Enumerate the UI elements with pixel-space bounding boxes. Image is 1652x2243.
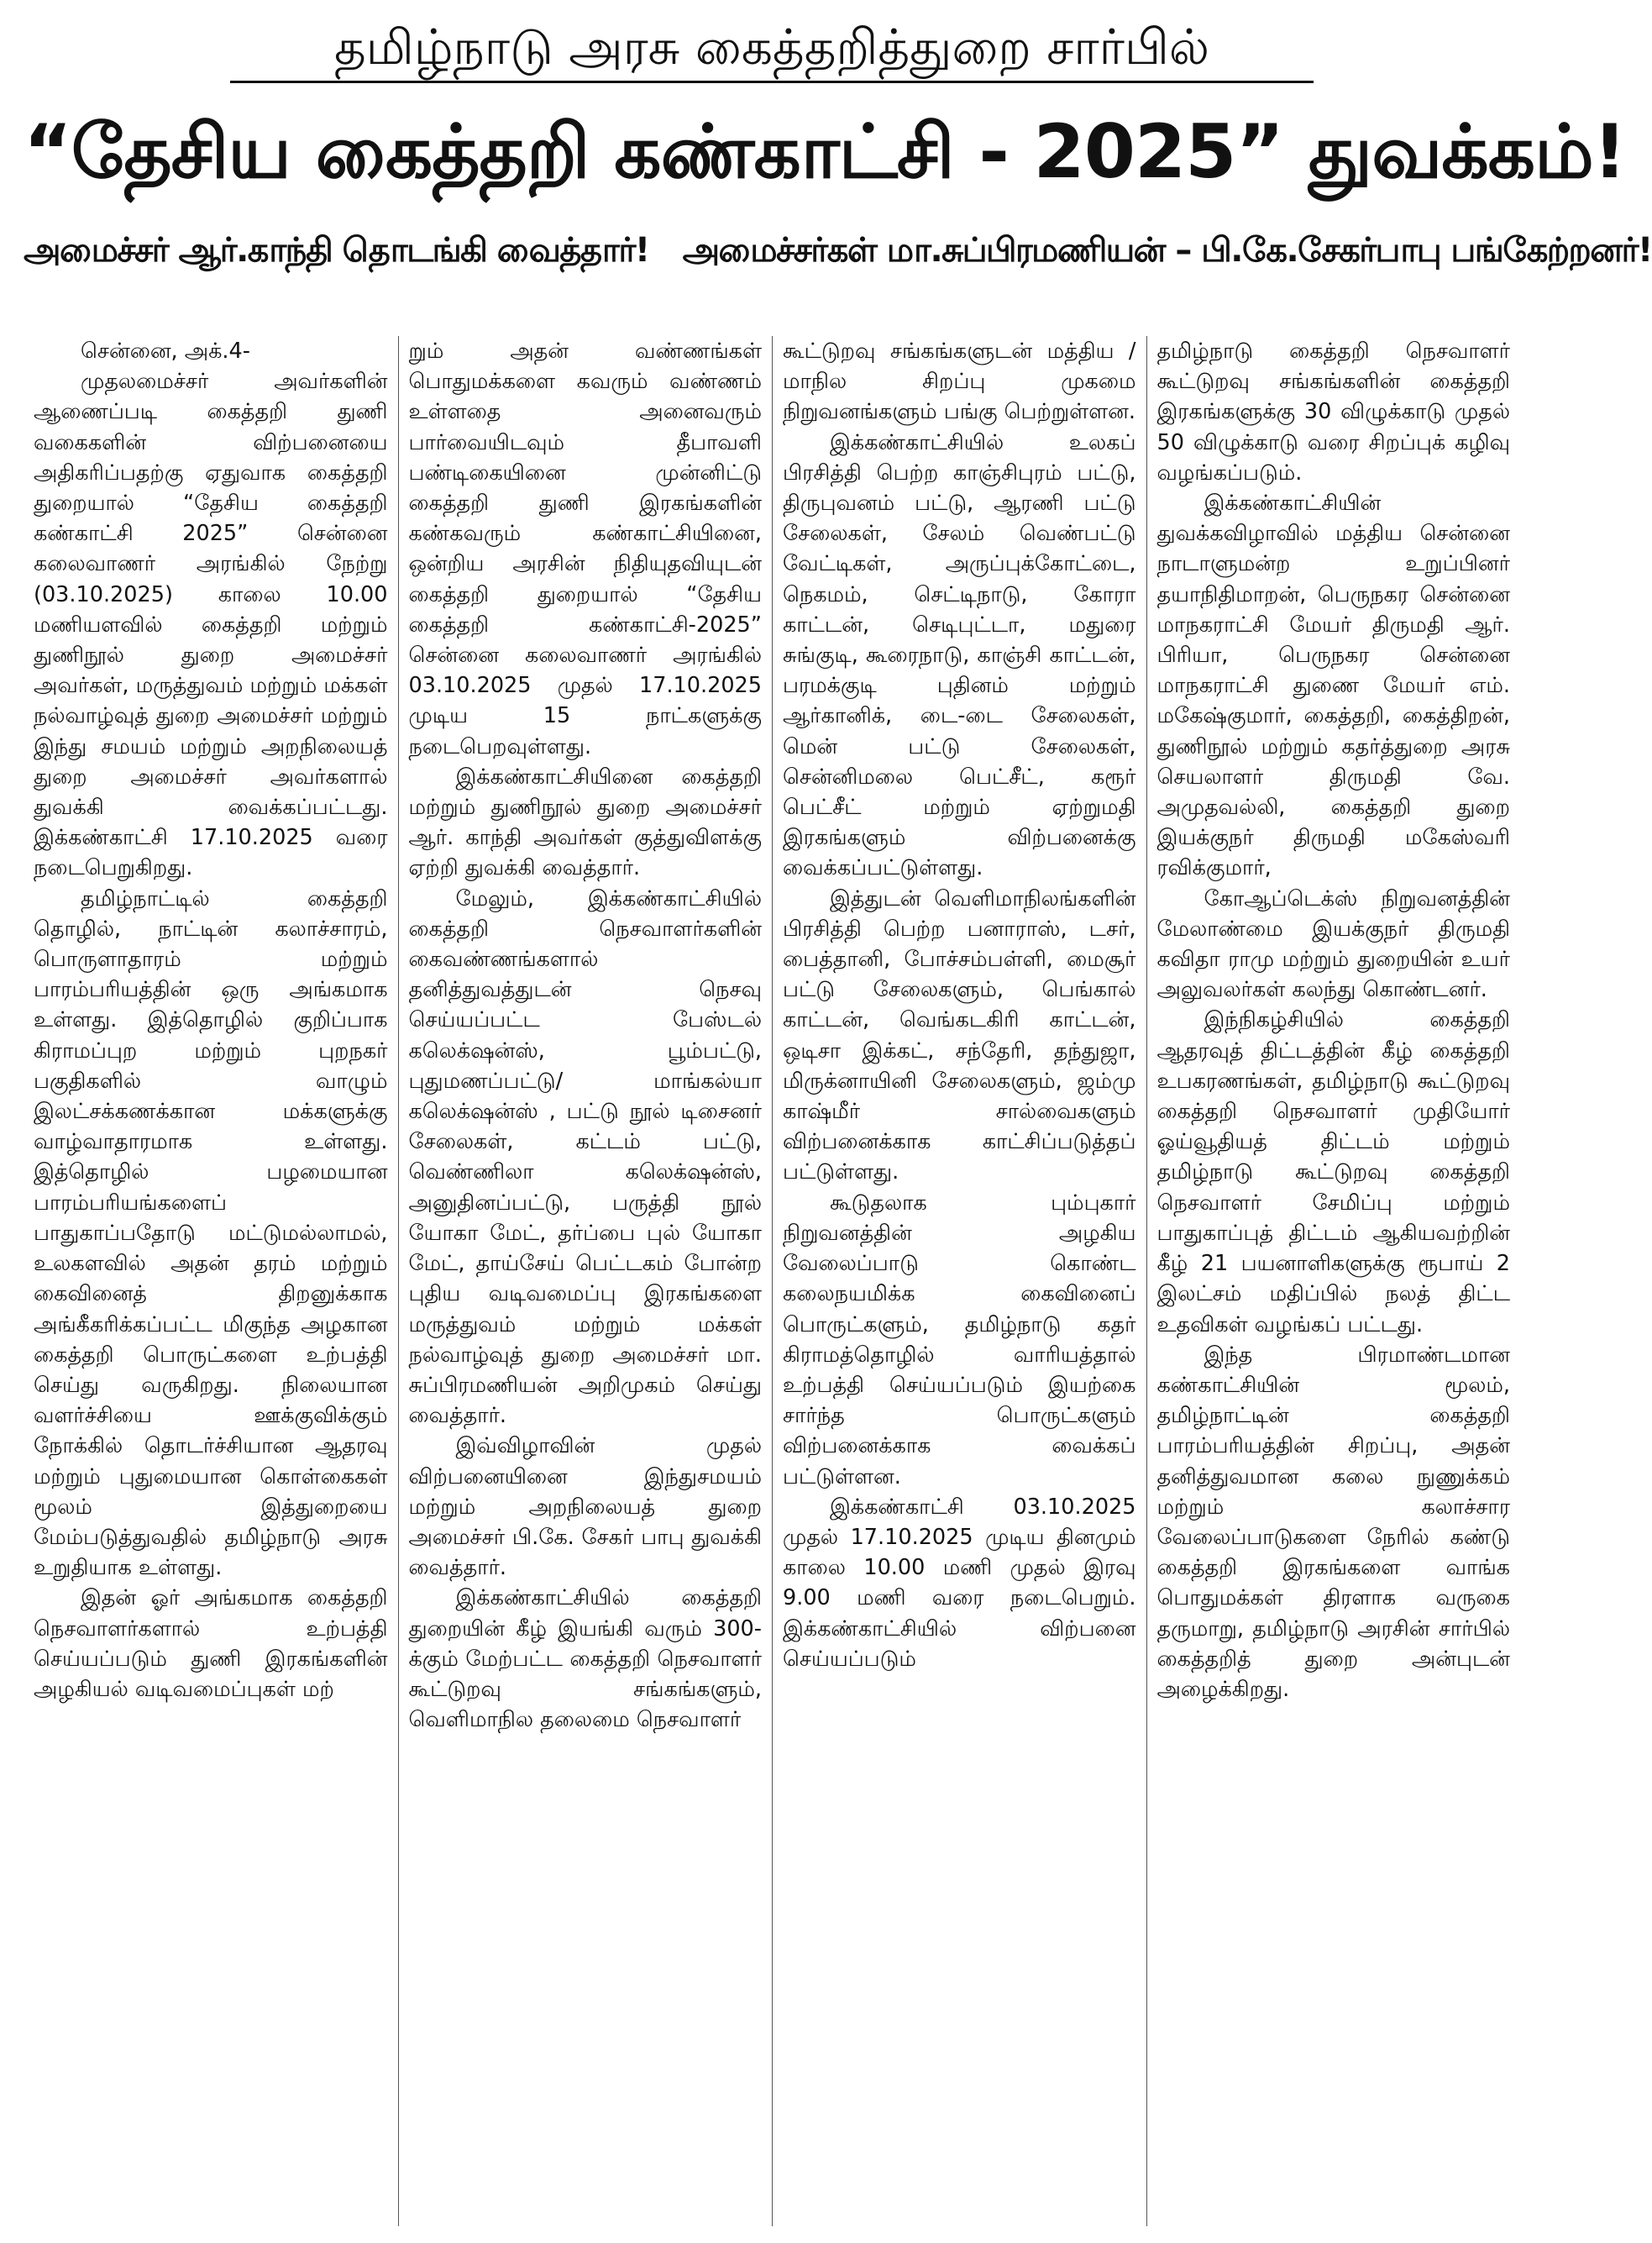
paragraph: இந்நிகழ்சியில் கைத்தறி ஆதரவுத் திட்டத்தின் கீழ் கைத்தறி உபகரணங்கள், தமிழ்நாடு கூட்டுறவு கைத்தறி நெசவாளர் முதியோர் ஓய்வூதியத் திட்டம் மற்றும் தமிழ்நாடு கூட்டுறவு கைத்தறி நெசவாளர் சேமிப்பு மற்றும் பாதுகாப்புத் திட்டம் ஆகியவற்றின் கீழ் 21 பயனாளிகளுக்கு ரூபாய் 2 இலட்சம் மதிப்பில் நலத் திட்ட உதவிகள் வழங்கப் பட்டது. — [1156, 1007, 1510, 1337]
paragraph: இக்கண்காட்சியின் துவக்கவிழாவில் மத்திய சென்னை நாடாளுமன்ற உறுப்பினர் தயாநிதிமாறன், பெருநகர சென்னை மாநகராட்சி மேயர் திருமதி ஆர். பிரியா, பெருநகர சென்னை மாநகராட்சி துணை மேயர் எம். மகேஷ்குமார், கைத்தறி, கைத்திறன், துணிநூல் மற்றும் கதர்த்துறை அரசு செயலாளர் திருமதி வே. அமுதவல்லி, கைத்தறி துறை இயக்குநர் திருமதி மகேஸ்வரி ரவிக்குமார், — [1156, 491, 1510, 881]
paragraph: கோஆப்டெக்ஸ் நிறுவனத்தின் மேலாண்மை இயக்குநர் திருமதி கவிதா ராமு மற்றும் துறையின் உயர் அலுவலர்கள் கலந்து கொண்டனர். — [1156, 885, 1510, 1003]
paragraph: இக்கண்காட்சி 03.10.2025 முதல் 17.10.2025 முடிய தினமும் காலை 10.00 மணி முதல் இரவு 9.00 மணி வரை நடைபெறும். இக்கண்காட்சியில் விற்பனை செய்யப்படும் — [783, 1494, 1136, 1672]
text-column-1 — [24, 336, 398, 2226]
paragraph: தமிழ்நாடு கைத்தறி நெசவாளர் கூட்டுறவு சங்கங்களின் கைத்தறி இரகங்களுக்கு 30 விழுக்காடு முதல் 50 விழுக்காடு வரை சிறப்புக் கழிவு வழங்கப்படும். — [1156, 339, 1510, 486]
text-column-4 — [1146, 336, 1521, 2226]
text-column-2 — [398, 336, 773, 2226]
article-body — [24, 336, 1520, 2226]
kicker-underline — [230, 81, 1314, 83]
paragraph: இக்கண்காட்சியில் உலகப் பிரசித்தி பெற்ற காஞ்சிபுரம் பட்டு, திருபுவனம் பட்டு, ஆரணி பட்டு சேலைகள், சேலம் வெண்பட்டு வேட்டிகள், அருப்புக்கோட்டை, நெகமம், செட்டிநாடு, கோரா காட்டன், செடிபுட்டா, மதுரை சுங்குடி, கூரைநாடு, காஞ்சி காட்டன், பரமக்குடி புதினம் மற்றும் ஆர்கானிக், டை-டை சேலைகள், மென் பட்டு சேலைகள், சென்னிமலை பெட்சீட், கரூர் பெட்சீட் மற்றும் ஏற்றுமதி இரகங்களும் விற்பனைக்கு வைக்கப்பட்டுள்ளது. — [783, 429, 1136, 881]
paragraph: மேலும், இக்கண்காட்சியில் கைத்தறி நெசவாளர்களின் கைவண்ணங்களால் தனித்துவத்துடன் நெசவு செய்யப்பட்ட பேஸ்டல் கலெக்‌ஷன்ஸ், பூம்பட்டு, புதுமணப்பட்டு/ மாங்கல்யா கலெக்‌ஷன்ஸ் , பட்டு நூல் டிசைனர் சேலைகள், கட்டம் பட்டு, வெண்ணிலா கலெக்‌ஷன்ஸ், அனுதினப்பட்டு, பருத்தி நூல் யோகா மேட், தர்ப்பை புல் யோகா மேட், தாய்சேய் பெட்டகம் போன்ற புதிய வடிவமைப்பு இரகங்களை மருத்துவம் மற்றும் மக்கள் நல்வாழ்வுத் துறை அமைச்சர் மா. சுப்பிரமணியன் அறிமுகம் செய்து வைத்தார். — [408, 885, 762, 1429]
article-kicker: தமிழ்நாடு அரசு கைத்தறித்துறை சார்பில் — [333, 18, 1210, 76]
article-headline: “தேசிய கைத்தறி கண்காட்சி - 2025” துவக்கம்! — [24, 108, 1626, 195]
paragraph: றும் அதன் வண்ணங்கள் பொதுமக்களை கவரும் வண்ணம் உள்ளதை அனைவரும் பார்வையிடவும் தீபாவளி பண்டிகையினை முன்னிட்டு கைத்தறி துணி இரகங்களின் கண்கவரும் கண்காட்சியினை, ஒன்றிய அரசின் நிதியுதவியுடன் கைத்தறி துறையால் “தேசிய கைத்தறி கண்காட்சி-2025” சென்னை கலைவாணர் அரங்கில் 03.10.2025 முதல் 17.10.2025 முடிய 15 நாட்களுக்கு நடைபெறவுள்ளது. — [408, 339, 762, 759]
subhead-left: அமைச்சர் ஆர்.காந்தி தொடங்கி வைத்தார்! — [24, 231, 649, 270]
paragraph: இக்கண்காட்சியினை கைத்தறி மற்றும் துணிநூல் துறை அமைச்சர் ஆர். காந்தி அவர்கள் குத்துவிளக்கு ஏற்றி துவக்கி வைத்தார். — [408, 764, 762, 881]
paragraph: முதலமைச்சர் அவர்களின் ஆணைப்படி கைத்தறி துணி வகைகளின் விற்பனையை அதிகரிப்பதற்கு ஏதுவாக கைத்தறி துறையால் “தேசிய கைத்தறி கண்காட்சி 2025” சென்னை கலைவாணர் அரங்கில் நேற்று (03.10.2025) காலை 10.00 மணியளவில் கைத்தறி மற்றும் துணிநூல் துறை அமைச்சர் அவர்கள், மருத்துவம் மற்றும் மக்கள் நல்வாழ்வுத் துறை அமைச்சர் மற்றும் இந்து சமயம் மற்றும் அறநிலையத் துறை அமைச்சர் அவர்களால் துவக்கி வைக்கப்பட்டது. இக்கண்காட்சி 17.10.2025 வரை நடைபெறுகிறது. — [34, 369, 388, 881]
paragraph: இந்த பிரமாண்டமான கண்காட்சியின் மூலம், தமிழ்நாட்டின் கைத்தறி பாரம்பரியத்தின் சிறப்பு, அதன் தனித்துவமான கலை நுணுக்கம் மற்றும் கலாச்சார வேலைப்பாடுகளை நேரில் கண்டு கைத்தறி இரகங்களை வாங்க பொதுமக்கள் திரளாக வருகை தருமாறு, தமிழ்நாடு அரசின் சார்பில் கைத்தறித் துறை அன்புடன் அழைக்கிறது. — [1156, 1342, 1510, 1702]
paragraph: இத்துடன் வெளிமாநிலங்களின் பிரசித்தி பெற்ற பனாராஸ், டசர், பைத்தானி, போச்சம்பள்ளி, மைசூர் பட்டு சேலைகளும், பெங்கால் காட்டன், வெங்கடகிரி காட்டன், ஒடிசா இக்கட், சந்தேரி, தந்துஜா, மிருக்னாயினி சேலைகளும், ஜம்மு காஷ்மீர் சால்வைகளும் விற்பனைக்காக காட்சிப்படுத்தப் பட்டுள்ளது. — [783, 885, 1136, 1185]
paragraph: இதன் ஓர் அங்கமாக கைத்தறி நெசவாளர்களால் உற்பத்தி செய்யப்படும் துணி இரகங்களின் அழகியல் வடிவமைப்புகள் மற் — [34, 1585, 388, 1702]
dateline: சென்னை, அக்.4- — [81, 339, 250, 364]
paragraph: கூடுதலாக பும்புகார் நிறுவனத்தின் அழகிய வேலைப்பாடு கொண்ட கலைநயமிக்க கைவினைப் பொருட்களும், தமிழ்நாடு கதர் கிராமத்தொழில் வாரியத்தால் உற்பத்தி செய்யப்படும் இயற்கை சார்ந்த பொருட்களும் விற்பனைக்காக வைக்கப் பட்டுள்ளன. — [783, 1190, 1136, 1489]
paragraph: தமிழ்நாட்டில் கைத்தறி தொழில், நாட்டின் கலாச்சாரம், பொருளாதாரம் மற்றும் பாரம்பரியத்தின் ஒரு அங்கமாக உள்ளது. இத்தொழில் குறிப்பாக கிராமப்புற மற்றும் புறநகர் பகுதிகளில் வாழும் இலட்சக்கணக்கான மக்களுக்கு வாழ்வாதாரமாக உள்ளது. இத்தொழில் பழமையான பாரம்பரியங்களைப் பாதுகாப்பதோடு மட்டுமல்லாமல், உலகளவில் அதன் தரம் மற்றும் கைவினைத் திறனுக்காக அங்கீகரிக்கப்பட்ட மிகுந்த அழகான கைத்தறி பொருட்களை உற்பத்தி செய்து வருகிறது. நிலையான வளர்ச்சியை ஊக்குவிக்கும் நோக்கில் தொடர்ச்சியான ஆதரவு மற்றும் புதுமையான கொள்கைகள் மூலம் இத்துறையை மேம்படுத்துவதில் தமிழ்நாடு அரசு உறுதியாக உள்ளது. — [34, 885, 388, 1581]
paragraph: இவ்விழாவின் முதல் விற்பனையினை இந்துசமயம் மற்றும் அறநிலையத் துறை அமைச்சர் பி.கே. சேகர் பாபு துவக்கி வைத்தார். — [408, 1433, 762, 1581]
text-column-3 — [772, 336, 1146, 2226]
paragraph: இக்கண்காட்சியில் கைத்தறி துறையின் கீழ் இயங்கி வரும் 300-க்கும் மேற்பட்ட கைத்தறி நெசவாளர் கூட்டுறவு சங்கங்களும், வெளிமாநில தலைமை நெசவாளர் — [408, 1585, 762, 1733]
paragraph: கூட்டுறவு சங்கங்களுடன் மத்திய / மாநில சிறப்பு முகமை நிறுவனங்களும் பங்கு பெற்றுள்ளன. — [783, 339, 1136, 425]
subhead-right: அமைச்சர்கள் மா.சுப்பிரமணியன் – பி.கே.சேகர்பாபு பங்கேற்றனர்! — [682, 231, 1652, 270]
article-subhead — [24, 221, 1652, 280]
